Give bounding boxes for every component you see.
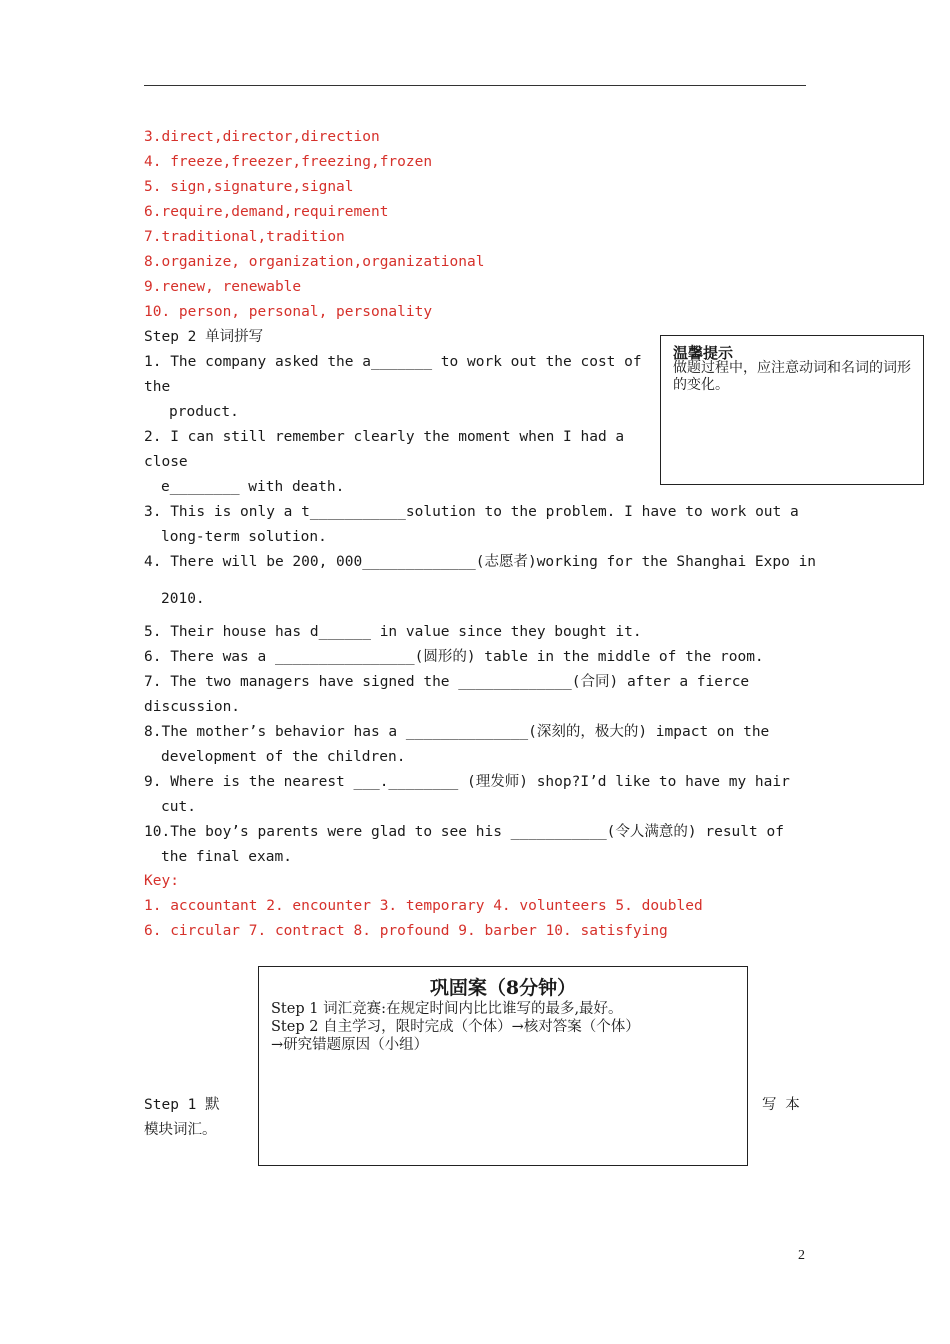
answer-line-9: 9.renew, renewable [144, 279, 302, 295]
answer-line-4: 4. freeze,freezer,freezing,frozen [144, 154, 433, 170]
answer-line-3: 3.direct,director,direction [144, 129, 380, 145]
question-8: 8.The mother’s behavior has a ______________(深刻的，极大的) impact on the [144, 724, 770, 740]
step1-second-line: 模块词汇。 [144, 1122, 217, 1138]
answer-line-10: 10. person, personal, personality [144, 304, 433, 320]
question-7: 7. The two managers have signed the _____________(合同) after a fierce [144, 674, 750, 690]
question-1-cont2: product. [169, 404, 239, 420]
question-1: 1. The company asked the a_______ to work out the cost of [144, 354, 642, 370]
answer-line-7: 7.traditional,tradition [144, 229, 345, 245]
answer-line-8: 8.organize, organization,organizational [144, 254, 485, 270]
tip-body: 做题过程中，应注意动词和名词的词形的变化。 [673, 360, 911, 393]
header-rule [144, 85, 806, 86]
consolidation-title: 巩固案（8分钟） [429, 977, 577, 999]
consolidation-step2-cont: →研究错题原因（小组） [271, 1037, 429, 1053]
consolidation-step1: Step 1 词汇竞赛:在规定时间内比比谁写的最多,最好。 [271, 1001, 623, 1017]
question-3-cont: long-term solution. [161, 529, 327, 545]
tip-title: 温馨提示 [673, 344, 734, 362]
consolidation-box [258, 966, 748, 1166]
question-3: 3. This is only a t___________solution to the problem. I have to work out a [144, 504, 799, 520]
question-9: 9. Where is the nearest ___.________ (理发师) shop?I’d like to have my hair [144, 774, 790, 790]
key-row-1: 1. accountant 2. encounter 3. temporary 4. volunteers 5. doubled [144, 898, 703, 914]
question-1-cont: the [144, 379, 171, 395]
question-9-cont: cut. [161, 799, 196, 815]
question-5: 5. Their house has d______ in value since they bought it. [144, 624, 642, 640]
key-row-2: 6. circular 7. contract 8. profound 9. barber 10. satisfying [144, 923, 668, 939]
step2-heading: Step 2 单词拼写 [144, 329, 264, 345]
answer-line-6: 6.require,demand,requirement [144, 204, 389, 220]
question-2: 2. I can still remember clearly the moment when I had a [144, 429, 625, 445]
question-2-cont: close [144, 454, 188, 470]
question-4-cont: 2010. [161, 591, 205, 607]
question-2-cont2: e________ with death. [161, 479, 345, 495]
question-8-cont: development of the children. [161, 749, 406, 765]
consolidation-step2: Step 2 自主学习，限时完成（个体）→核对答案（个体） [271, 1019, 640, 1035]
question-6: 6. There was a ________________(圆形的) table in the middle of the room. [144, 649, 764, 665]
question-10: 10.The boy’s parents were glad to see his ___________(令人满意的) result of [144, 824, 784, 840]
page-number: 2 [798, 1248, 805, 1263]
tip-box [660, 335, 924, 485]
step1-right-text: 写 本 [762, 1097, 800, 1113]
answer-line-5: 5. sign,signature,signal [144, 179, 354, 195]
step1-left-text: Step 1 默 [144, 1097, 220, 1113]
question-4: 4. There will be 200, 000_____________(志愿者)working for the Shanghai Expo in [144, 554, 817, 570]
question-7-cont: discussion. [144, 699, 241, 715]
question-10-cont: the final exam. [161, 849, 292, 865]
key-label: Key: [144, 873, 179, 889]
